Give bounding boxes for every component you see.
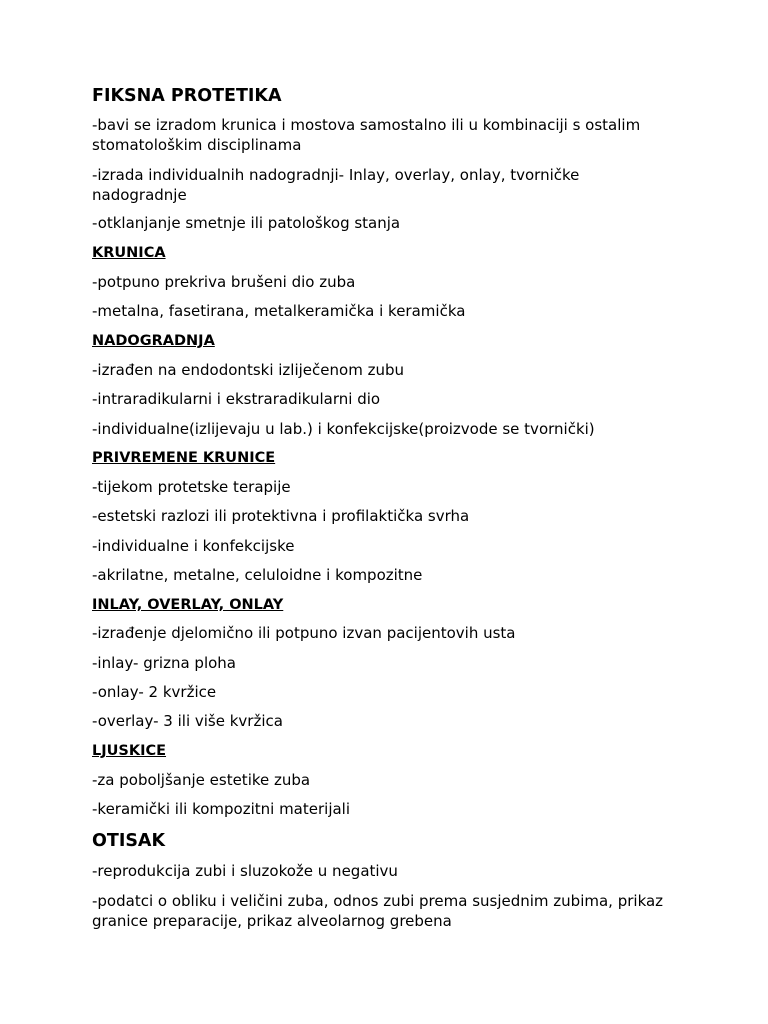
paragraph: -inlay- grizna ploha [92,654,237,672]
paragraph: -izrađenje djelomično ili potpuno izvan pacijentovih usta [92,624,516,642]
paragraph: -tijekom protetske terapije [92,478,291,496]
paragraph: -metalna, fasetirana, metalkeramička i keramička [92,302,466,320]
heading-inlay-overlay-onlay: INLAY, OVERLAY, ONLAY [92,597,284,613]
paragraph: -otklanjanje smetnje ili patološkog stanja [92,214,401,232]
heading-nadogradnja: NADOGRADNJA [92,333,215,349]
heading-ljuskice: LJUSKICE [92,743,167,759]
paragraph: -izrađen na endodontski izliječenom zubu [92,361,404,379]
heading-fiksna-protetika: FIKSNA PROTETIKA [92,86,282,106]
paragraph: -reprodukcija zubi i sluzokože u negativu [92,862,398,880]
heading-krunica: KRUNICA [92,245,166,261]
paragraph: -za poboljšanje estetike zuba [92,771,311,789]
paragraph: -estetski razlozi ili protektivna i profilaktička svrha [92,507,470,525]
paragraph: -keramički ili kompozitni materijali [92,800,351,818]
heading-privremene-krunice: PRIVREMENE KRUNICE [92,450,276,466]
paragraph: -potpuno prekriva brušeni dio zuba [92,273,356,291]
paragraph: -overlay- 3 ili više kvržica [92,712,283,730]
paragraph: -intraradikularni i ekstraradikularni dio [92,390,381,408]
paragraph: -podatci o obliku i veličini zuba, odnos zubi prema susjednim zubima, prikaz granice preparacije, prikaz alveolarnog grebena [92,892,664,930]
paragraph: -akrilatne, metalne, celuloidne i kompozitne [92,566,423,584]
heading-otisak: OTISAK [92,831,166,851]
paragraph: -individualne(izlijevaju u lab.) i konfekcijske(proizvode se tvornički) [92,420,595,438]
paragraph: -individualne i konfekcijske [92,537,295,555]
paragraph: -onlay- 2 kvržice [92,683,217,701]
paragraph: -bavi se izradom krunica i mostova samostalno ili u kombinaciji s ostalim stomatološkim disciplinama [92,116,641,154]
paragraph: -izrada individualnih nadogradnji- Inlay, overlay, onlay, tvorničke nadogradnje [92,166,580,204]
